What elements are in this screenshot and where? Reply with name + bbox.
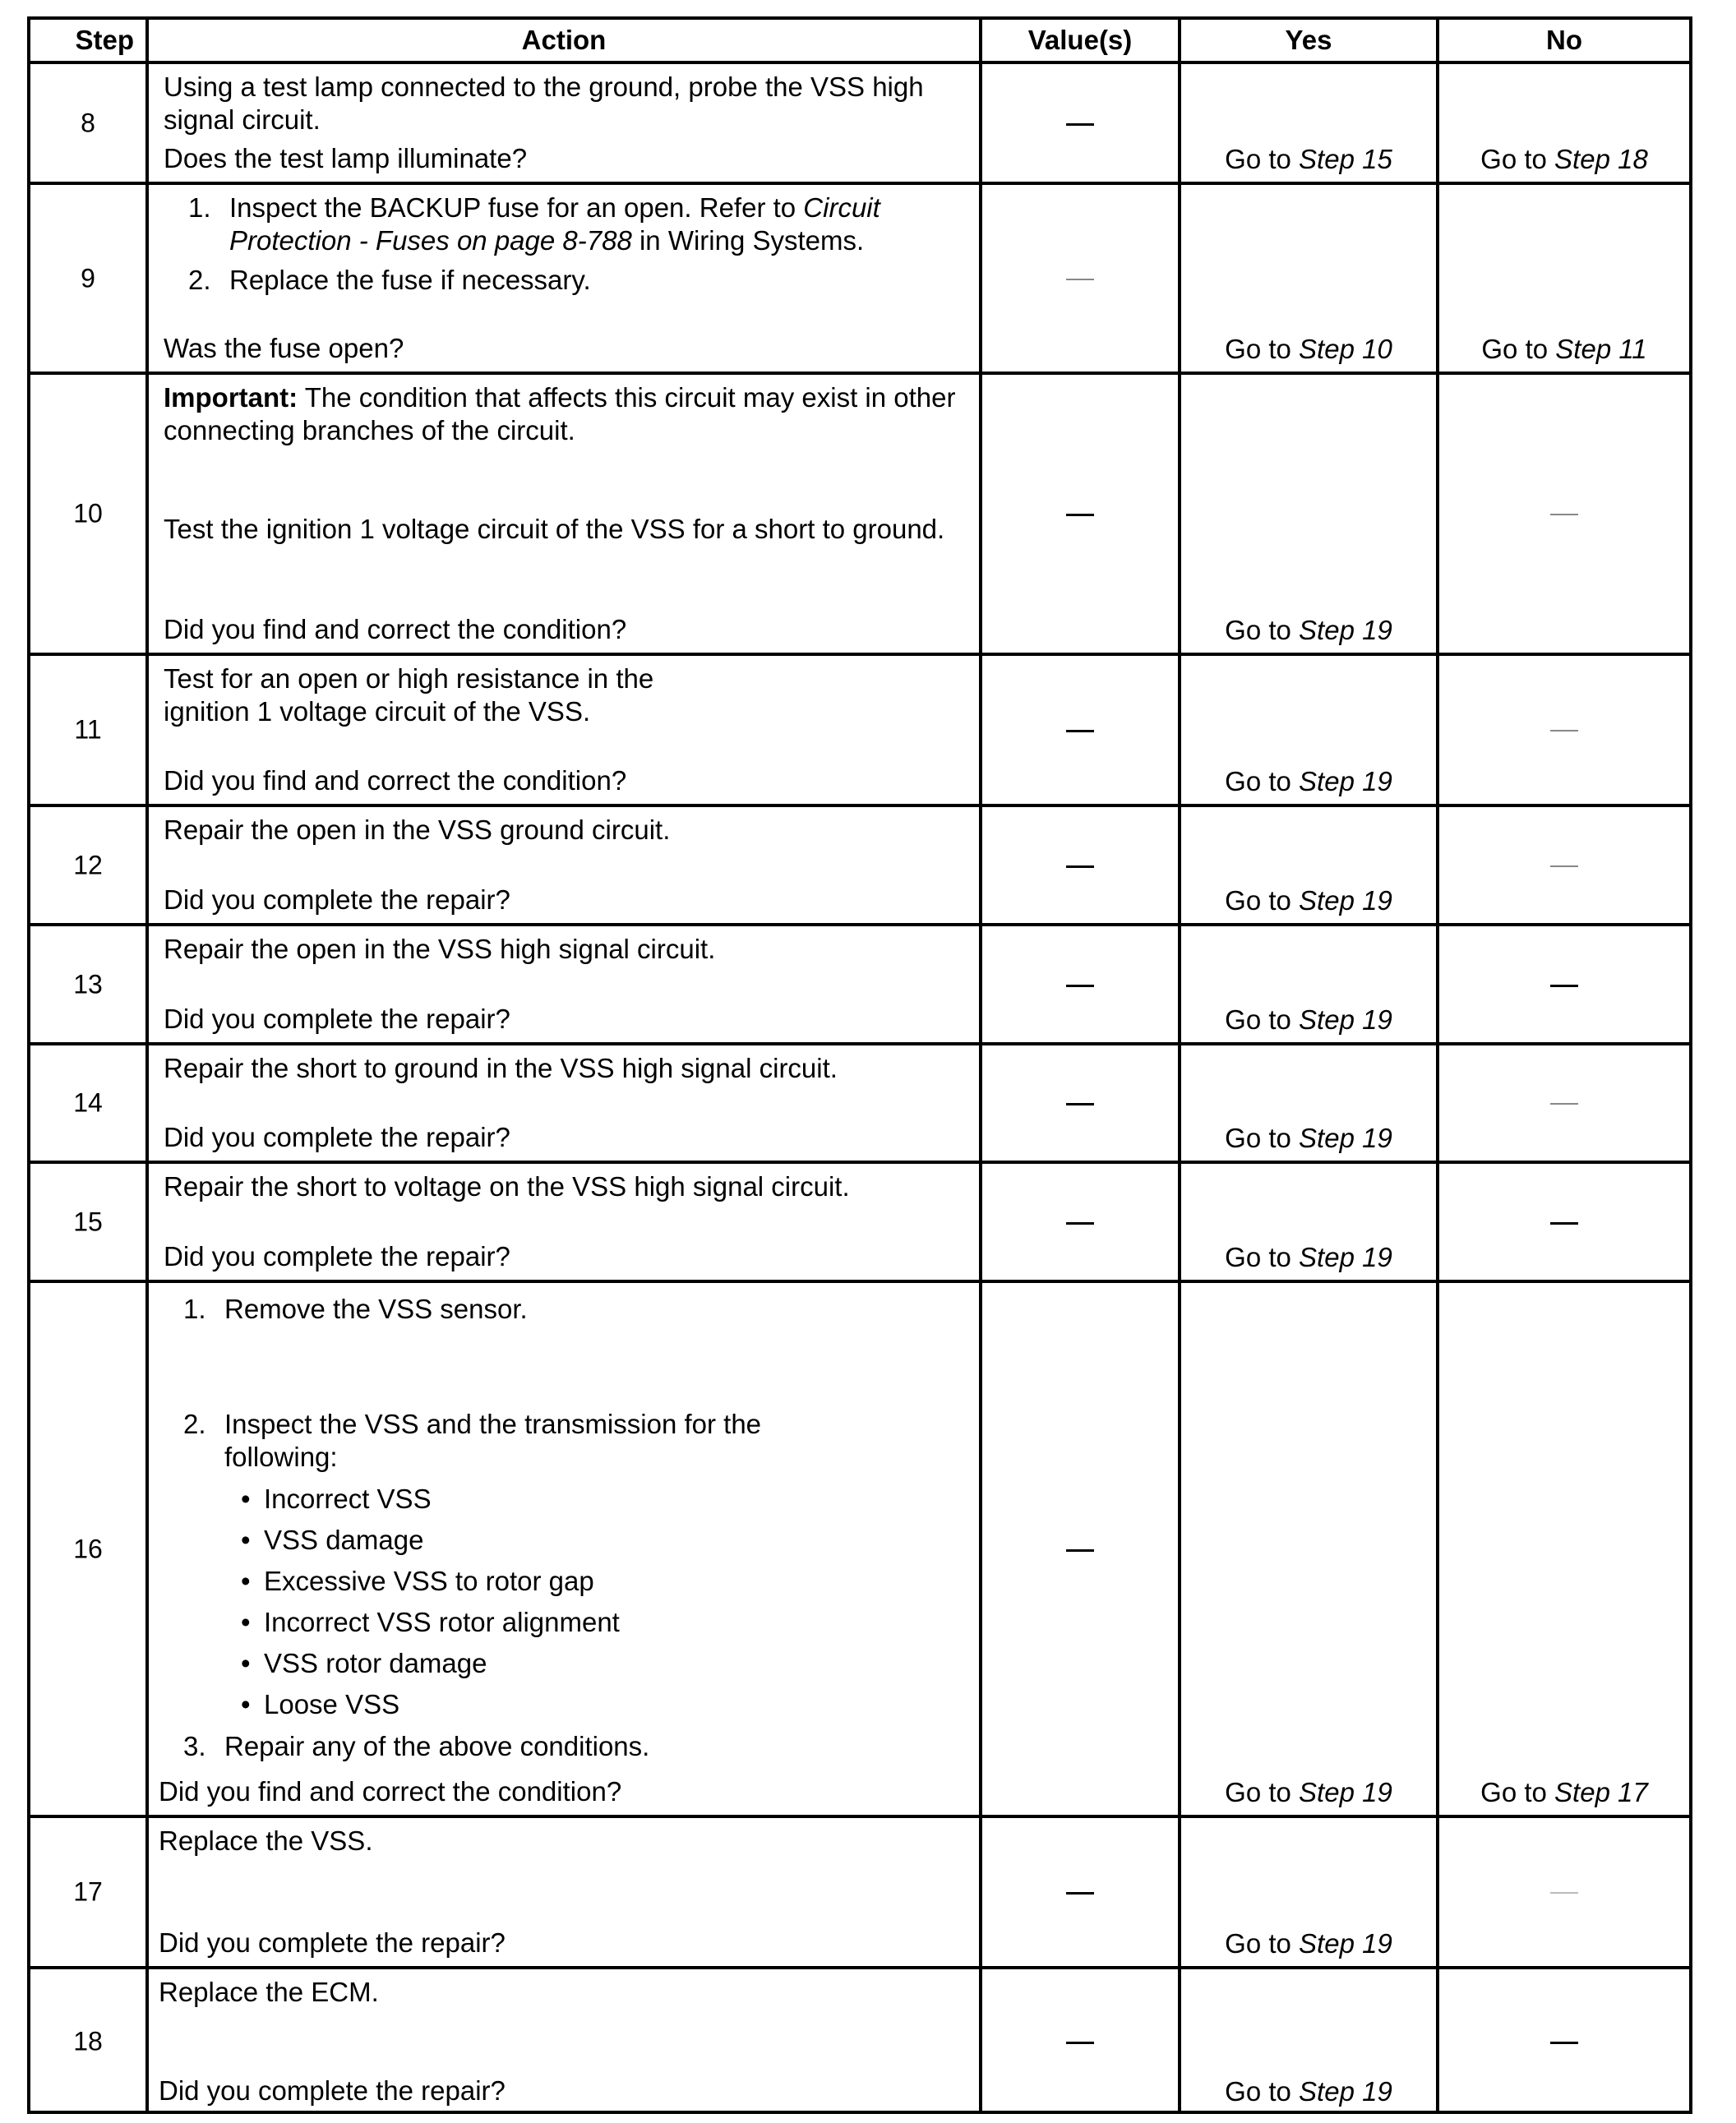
list-text: Inspect the BACKUP fuse for an open. Refer to [229, 192, 804, 223]
action-text: Repair the short to ground in the VSS high signal circuit. [164, 1053, 838, 1083]
step-cell [30, 926, 149, 1042]
numbered-list [164, 192, 966, 297]
goto-step-word: Step [1299, 615, 1355, 645]
step-cell [30, 1818, 149, 1966]
dash-mark [1066, 1103, 1094, 1105]
header-no [1439, 20, 1689, 61]
step-number: 13 [73, 969, 103, 999]
goto-step-word: Step [1299, 885, 1355, 916]
step-number: 12 [73, 850, 103, 879]
action-question: Did you complete the repair? [159, 1927, 506, 1958]
dash-mark [1066, 865, 1094, 868]
dash-mark [1550, 865, 1578, 867]
step-cell [30, 1164, 149, 1280]
yes-cell [1181, 926, 1439, 1042]
step-number: 9 [81, 263, 95, 293]
dash-mark [1066, 279, 1094, 280]
bullet-item: • Incorrect VSS [159, 1479, 966, 1520]
dash-mark [1550, 2042, 1578, 2044]
list-text: Repair any of the above conditions. [224, 1731, 650, 1761]
yes-cell [1181, 1283, 1439, 1815]
action-question: Was the fuse open? [164, 333, 404, 363]
action-text: Replace the ECM. [159, 1977, 379, 2007]
list-item [159, 1293, 966, 1326]
action-text: Repair the open in the VSS high signal circuit. [164, 934, 716, 964]
table-row-step-18 [30, 1966, 1689, 2114]
goto-prefix: Go to [1225, 1777, 1291, 1807]
action-text: Repair the short to voltage on the VSS high signal circuit. [164, 1171, 850, 1202]
numbered-list [159, 1730, 966, 1763]
yes-cell [1181, 656, 1439, 804]
dash-mark [1550, 730, 1578, 732]
no-cell [1439, 1164, 1689, 1280]
action-question: Did you find and correct the condition? [164, 614, 627, 644]
bullet-item: • Excessive VSS to rotor gap [159, 1561, 966, 1602]
goto-prefix: Go to [1225, 2076, 1291, 2107]
list-text: Remove the VSS sensor. [224, 1294, 528, 1324]
goto-prefix: Go to [1225, 885, 1291, 916]
action-question: Did you find and correct the condition? [159, 1776, 622, 1807]
important-label: Important: [164, 382, 298, 413]
action-cell [149, 375, 982, 653]
action-question: Did you complete the repair? [164, 1122, 510, 1152]
dash-mark [1066, 730, 1094, 732]
action-cell [149, 807, 982, 923]
goto-step-word: Step [1299, 2076, 1355, 2107]
no-cell [1439, 807, 1689, 923]
yes-cell [1181, 185, 1439, 372]
table-header-row [30, 20, 1689, 61]
goto-step-link[interactable] [1181, 1123, 1436, 1154]
header-step [30, 20, 149, 61]
value-cell [982, 926, 1181, 1042]
step-cell [30, 375, 149, 653]
goto-step-link[interactable] [1439, 144, 1689, 175]
numbered-list [159, 1293, 966, 1474]
value-cell [982, 1283, 1181, 1815]
dash-mark [1066, 1892, 1094, 1895]
list-text: in Wiring Systems. [631, 225, 865, 256]
action-text: Replace the VSS. [159, 1825, 373, 1856]
no-cell [1439, 656, 1689, 804]
action-cell [149, 926, 982, 1042]
action-question: Did you find and correct the condition? [164, 765, 627, 796]
dash-mark [1550, 985, 1578, 987]
action-text: Test the ignition 1 voltage circuit of the VSS for a short to ground. [164, 514, 945, 544]
bullet-list [159, 1479, 966, 1725]
list-item [164, 192, 966, 257]
list-number: 1. [188, 192, 211, 223]
action-question: Did you complete the repair? [159, 2075, 506, 2106]
bullet-item: • Incorrect VSS rotor alignment [159, 1602, 966, 1643]
table-row-step-12 [30, 804, 1689, 923]
goto-step-link[interactable] [1181, 1777, 1436, 1808]
goto-step-word: Step [1299, 1123, 1355, 1153]
step-cell [30, 807, 149, 923]
goto-step-word: Step [1299, 334, 1355, 364]
yes-cell [1181, 1969, 1439, 2114]
table-row-step-8 [30, 61, 1689, 182]
goto-step-number: 19 [1362, 766, 1392, 796]
goto-step-number: 19 [1362, 885, 1392, 916]
goto-step-link[interactable] [1181, 334, 1436, 365]
dash-mark [1066, 123, 1094, 126]
goto-prefix: Go to [1225, 766, 1291, 796]
goto-step-word: Step [1554, 144, 1610, 174]
action-question: Did you complete the repair? [164, 1004, 510, 1034]
goto-prefix: Go to [1225, 144, 1291, 174]
value-cell [982, 1969, 1181, 2114]
goto-step-number: 19 [1362, 615, 1392, 645]
yes-cell [1181, 1045, 1439, 1161]
step-cell [30, 1045, 149, 1161]
goto-prefix: Go to [1225, 1242, 1291, 1272]
goto-prefix: Go to [1480, 1777, 1547, 1807]
goto-step-number: 19 [1362, 1242, 1392, 1272]
goto-step-link[interactable] [1439, 1777, 1689, 1808]
action-text: Repair the open in the VSS ground circuit. [164, 815, 671, 845]
goto-step-number: 10 [1362, 334, 1392, 364]
dash-mark [1550, 1103, 1578, 1105]
action-cell [149, 656, 982, 804]
list-item [159, 1408, 849, 1474]
action-text: ignition 1 voltage circuit of the VSS. [164, 696, 591, 727]
header-step-label: Step [75, 25, 134, 55]
dash-mark [1066, 514, 1094, 516]
step-cell [30, 64, 149, 182]
dash-mark [1066, 2042, 1094, 2044]
value-cell [982, 807, 1181, 923]
list-text: Inspect the VSS and the transmission for the following: [224, 1409, 762, 1472]
cross-reference-link[interactable]: Circuit Protection - Fuses on page 8-788 [229, 192, 880, 256]
goto-step-number: 11 [1618, 334, 1647, 364]
header-yes-label: Yes [1285, 25, 1332, 55]
goto-step-link[interactable] [1181, 1928, 1436, 1959]
goto-prefix: Go to [1481, 334, 1549, 364]
goto-step-word: Step [1299, 144, 1355, 174]
table-row-step-17 [30, 1815, 1689, 1966]
table-row-step-15 [30, 1161, 1689, 1280]
step-number: 14 [73, 1087, 103, 1118]
goto-step-number: 15 [1362, 144, 1392, 174]
list-number: 1. [183, 1294, 206, 1324]
no-cell [1439, 64, 1689, 182]
goto-step-word: Step [1299, 1242, 1355, 1272]
value-cell [982, 1818, 1181, 1966]
no-cell [1439, 1969, 1689, 2114]
header-action [149, 20, 982, 61]
value-cell [982, 1045, 1181, 1161]
goto-step-number: 19 [1362, 1123, 1392, 1153]
step-number: 17 [73, 1876, 103, 1907]
yes-cell [1181, 1164, 1439, 1280]
goto-step-word: Step [1555, 334, 1612, 364]
action-question: Does the test lamp illuminate? [164, 143, 528, 173]
action-cell [149, 1045, 982, 1161]
header-values-label: Value(s) [1027, 25, 1133, 55]
header-no-label: No [1546, 25, 1582, 55]
action-question: Did you complete the repair? [164, 884, 510, 915]
action-text: Test for an open or high resistance in the [164, 663, 654, 694]
bullet-item: • Loose VSS [159, 1684, 966, 1725]
header-action-label: Action [521, 25, 607, 55]
no-cell [1439, 375, 1689, 653]
action-cell [149, 185, 982, 372]
table-row-step-13 [30, 923, 1689, 1042]
no-cell [1439, 185, 1689, 372]
goto-step-number: 18 [1618, 144, 1648, 174]
value-cell [982, 1164, 1181, 1280]
step-number: 11 [74, 714, 102, 745]
no-cell [1439, 1283, 1689, 1815]
table-row-step-16 [30, 1280, 1689, 1815]
goto-prefix: Go to [1480, 144, 1547, 174]
goto-step-number: 17 [1618, 1777, 1648, 1807]
goto-step-link[interactable] [1181, 1242, 1436, 1273]
goto-prefix: Go to [1225, 1004, 1291, 1035]
list-number: 2. [183, 1409, 206, 1439]
action-cell [149, 1969, 982, 2114]
list-number: 3. [183, 1731, 206, 1761]
goto-step-number: 19 [1362, 2076, 1392, 2107]
value-cell [982, 64, 1181, 182]
dash-mark [1066, 985, 1094, 987]
step-number: 8 [81, 108, 95, 137]
dash-mark [1550, 1892, 1578, 1894]
list-item [164, 264, 966, 297]
step-cell [30, 656, 149, 804]
action-cell [149, 1818, 982, 1966]
action-cell [149, 1164, 982, 1280]
goto-step-link[interactable] [1181, 2076, 1436, 2107]
goto-step-number: 19 [1362, 1777, 1392, 1807]
step-number: 10 [73, 498, 103, 528]
goto-prefix: Go to [1225, 1123, 1291, 1153]
list-number: 2. [188, 265, 211, 295]
goto-step-word: Step [1299, 1777, 1355, 1807]
goto-prefix: Go to [1225, 334, 1291, 364]
step-cell [30, 185, 149, 372]
goto-step-link[interactable] [1181, 885, 1436, 916]
goto-prefix: Go to [1225, 615, 1291, 645]
dash-mark [1550, 514, 1578, 515]
step-cell [30, 1283, 149, 1815]
goto-prefix: Go to [1225, 1928, 1291, 1959]
yes-cell [1181, 1818, 1439, 1966]
goto-step-number: 19 [1362, 1928, 1392, 1959]
dash-mark [1066, 1222, 1094, 1225]
goto-step-word: Step [1299, 766, 1355, 796]
no-cell [1439, 1045, 1689, 1161]
bullet-item: • VSS rotor damage [159, 1643, 966, 1684]
header-values [982, 20, 1181, 61]
goto-step-word: Step [1299, 1928, 1355, 1959]
action-cell [149, 64, 982, 182]
table-row-step-14 [30, 1042, 1689, 1161]
goto-step-link[interactable] [1181, 766, 1436, 797]
action-text: Using a test lamp connected to the ground, probe the VSS high signal circuit. [164, 72, 924, 135]
header-yes [1181, 20, 1439, 61]
step-number: 16 [73, 1534, 103, 1563]
dash-mark [1550, 1222, 1578, 1225]
step-number: 18 [73, 2026, 103, 2056]
goto-step-link[interactable] [1181, 615, 1436, 646]
diagnostic-table [27, 16, 1692, 2114]
value-cell [982, 375, 1181, 653]
table-row-step-11 [30, 653, 1689, 804]
goto-step-number: 19 [1362, 1004, 1392, 1035]
table-row-step-9 [30, 182, 1689, 372]
value-cell [982, 656, 1181, 804]
goto-step-link[interactable] [1181, 1004, 1436, 1036]
list-text: Replace the fuse if necessary. [229, 265, 591, 295]
goto-step-word: Step [1554, 1777, 1610, 1807]
step-number: 15 [73, 1207, 103, 1236]
yes-cell [1181, 807, 1439, 923]
yes-cell [1181, 375, 1439, 653]
value-cell [982, 185, 1181, 372]
goto-step-link[interactable] [1439, 334, 1689, 365]
goto-step-link[interactable] [1181, 144, 1436, 175]
no-cell [1439, 926, 1689, 1042]
step-cell [30, 1969, 149, 2114]
action-cell [149, 1283, 982, 1815]
table-row-step-10 [30, 372, 1689, 653]
dash-mark [1066, 1549, 1094, 1552]
yes-cell [1181, 64, 1439, 182]
action-question: Did you complete the repair? [164, 1241, 510, 1271]
bullet-item: • VSS damage [159, 1520, 966, 1561]
important-note [164, 381, 966, 447]
no-cell [1439, 1818, 1689, 1966]
important-text: The condition that affects this circuit may exist in other connecting branches of the circuit. [164, 382, 956, 445]
list-item [159, 1730, 966, 1763]
goto-step-word: Step [1299, 1004, 1355, 1035]
